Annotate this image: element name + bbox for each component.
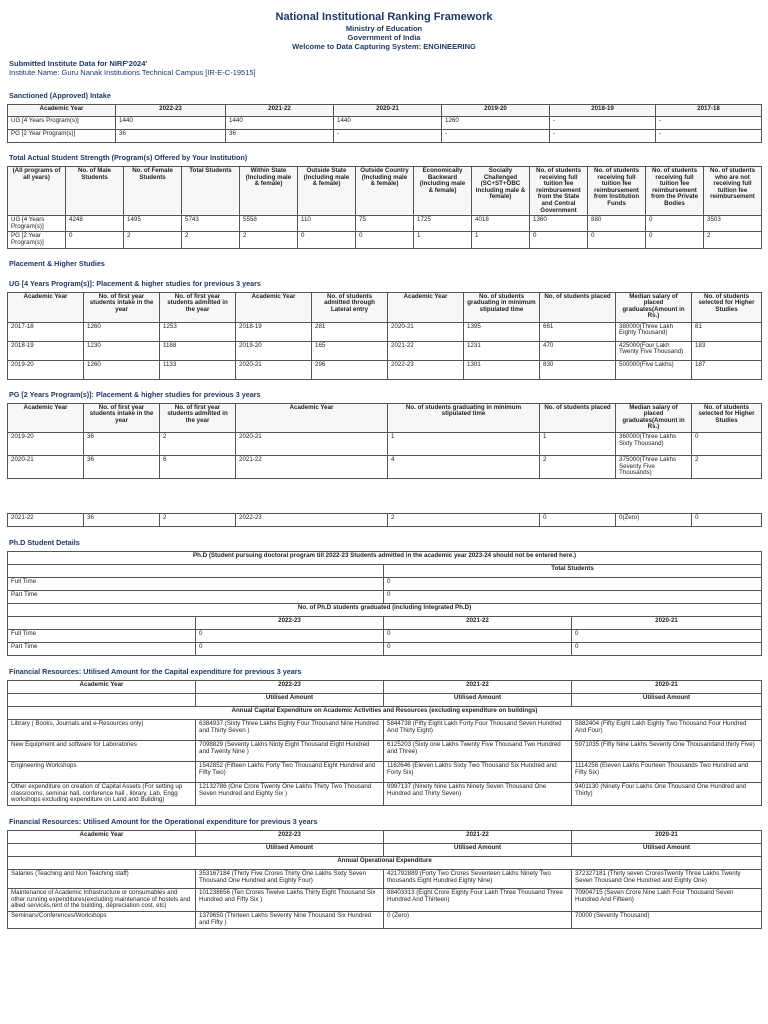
table-cell: 5743 [182,216,240,232]
table-cell: 36 [84,455,160,478]
table-cell: Part Time [8,642,196,655]
table-cell: 1253 [160,322,236,341]
table-row [8,117,762,130]
institute-name: Institute Name: Guru Nanak Institutions Technical Campus [IR-E-C-19515] [9,68,256,77]
phd-row-label: Full Time [8,577,384,590]
table-cell: 9997137 (Ninety Nine Lakhs Ninety Seven Thousand One Hundred and Thirty Seven) [384,782,572,805]
column-header: No. of students receiving full tuition fee reimbursement from the Private Bodies [646,167,704,216]
table-cell: 0 [540,513,616,526]
year-header: 2020-21 [572,830,762,843]
table-cell: 2021-22 [8,513,84,526]
table-row [8,322,762,341]
table-cell: 0 [66,232,124,248]
phd-banner: Ph.D (Student pursuing doctoral program till 2022-23 Students admitted in the academic year 2023-24 should not be entered here.) [8,551,762,564]
phd-graduated-row [8,603,762,616]
table-header-row [8,105,762,117]
year-header: 2021-22 [384,616,572,629]
phd-grad-row [8,629,762,642]
table-cell: 281 [312,322,388,341]
fin-year-row [8,680,762,693]
table-cell: Maintenance of Academic Infrastructure or consumables and other running expenditures(excluding maintenance of hostels and allied services,rent of the building, depreciation cost, etc) [8,888,196,911]
table-cell: 2 [692,455,762,478]
fin-row [8,740,762,761]
table-cell: UG [4 Years Program(s)] [8,216,66,232]
column-header: No. of first year students intake in the year [84,403,160,432]
table-cell: 5971035 (Fifty Nine Lakhs Seventy One Thousandand thirty Five) [572,740,762,761]
column-header: 2022-23 [116,105,226,117]
phd-banner-row [8,551,762,564]
table-cell: 661 [540,322,616,341]
ministry-label: Ministry of Education [345,24,423,33]
phd-total-header-row [8,564,762,577]
table-cell: 70000 (Seventy Thousand) [572,911,762,928]
table-cell: 101238656 (Ten Crores Twelve Lakhs Thirty Eight Thousand Six Hundred and Fifty Six ) [196,888,384,911]
utilised-amount-header: Utilised Amount [572,843,762,856]
column-header: Outside State (Including male & female) [298,167,356,216]
table-cell: 2022-23 [236,513,388,526]
table-row [8,341,762,360]
table-cell: 0 [646,216,704,232]
table-cell: 1 [540,432,616,455]
table-cell: 1188 [160,341,236,360]
intake-section-title: Sanctioned (Approved) Intake [9,91,111,100]
column-header: No. of students receiving full tuition fee reimbursement from Institution Funds [588,167,646,216]
table-cell: 0 (Zero) [384,911,572,928]
capital-section-title: Financial Resources: Utilised Amount for the Capital expenditure for previous 3 years [9,666,302,676]
table-cell: 5882404 (Fifty Eight Lakh Eighty Two Thousand Four Hundred And Four) [572,719,762,740]
table-cell: 0 [384,642,572,655]
table-cell: 6 [160,455,236,478]
table-cell: 2022-23 [388,360,464,379]
table-cell: 1 [472,232,530,248]
phd-graduated-banner: No. of Ph.D students graduated (including Integrated Ph.D) [8,603,762,616]
column-header: No. of students placed [540,292,616,322]
phd-years-row [8,616,762,629]
blank-cell [8,616,196,629]
table-row [8,360,762,379]
table-cell: 1379650 (Thirteen Lakhs Seventy Nine Thousand Six Hundred and Fifty ) [196,911,384,928]
phd-row [8,577,762,590]
table-cell: 470 [540,341,616,360]
table-cell: 1542852 (Fifteen Lakhs Forty Two Thousand Eight Hundred and Fifty Two) [196,761,384,782]
year-header: 2021-22 [384,830,572,843]
phd-table [7,551,762,656]
column-header: No. of Female Students [124,167,182,216]
column-header: 2021-22 [226,105,334,117]
fin-row [8,888,762,911]
fin-row [8,719,762,740]
table-cell: 5558 [240,216,298,232]
table-cell: 2021-22 [388,341,464,360]
phd-row [8,590,762,603]
year-header: 2022-23 [196,616,384,629]
column-header: Economically Backward (Including male & female) [414,167,472,216]
intake-table [7,104,762,143]
table-cell: 36 [226,130,334,143]
fin-banner-row [8,856,762,869]
column-header: 2019-20 [442,105,550,117]
table-row [8,130,762,143]
table-cell: Full Time [8,629,196,642]
table-row [8,216,762,232]
table-cell: 2 [388,513,540,526]
academic-year-header: Academic Year [8,680,196,693]
page-title: National Institutional Ranking Framework [275,11,493,23]
fin-row [8,782,762,805]
table-cell: 2018-19 [8,341,84,360]
table-cell: 2020-21 [8,455,84,478]
table-cell: 1495 [124,216,182,232]
column-header: No. of students graduating in minimum stipulated time [464,292,540,322]
column-header: Academic Year [8,403,84,432]
utilised-amount-header: Utilised Amount [384,843,572,856]
welcome-label: Welcome to Data Capturing System: ENGINEERING [292,42,476,51]
table-cell: 88403313 (Eight Crore Eighty Four Lakh Three Thousand Three Hundred And Thirteen) [384,888,572,911]
table-cell: 0 [196,629,384,642]
capital-expenditure-table [7,680,762,806]
column-header: Academic Year [236,292,312,322]
fin-banner-row [8,706,762,719]
table-cell: 2 [240,232,298,248]
table-cell: UG [4 Years Program(s)] [8,117,116,130]
table-cell: - [656,130,762,143]
table-cell: 2017-18 [8,322,84,341]
column-header: Academic Year [388,292,464,322]
column-header: 2018-19 [550,105,656,117]
fin-row [8,869,762,888]
table-cell: Seminars/Conferences/Workshops [8,911,196,928]
table-cell: 4248 [66,216,124,232]
table-cell: - [334,130,442,143]
column-header: 2017-18 [656,105,762,117]
table-cell: 1133 [160,360,236,379]
table-cell: 183 [692,341,762,360]
table-cell: 75 [356,216,414,232]
table-cell: 380000(Three Lakh Eighty Thousand) [616,322,692,341]
table-cell: 1440 [226,117,334,130]
table-cell: 1395 [464,322,540,341]
table-cell: 2 [160,432,236,455]
phd-row-value: 0 [384,577,762,590]
table-cell: 1440 [116,117,226,130]
table-row [8,432,762,455]
table-cell: 2 [182,232,240,248]
government-label: Government of India [347,33,421,42]
table-cell: 110 [298,216,356,232]
table-cell: 36 [84,513,160,526]
utilised-amount-header: Utilised Amount [196,843,384,856]
column-header: No. of first year students intake in the year [84,292,160,322]
table-row [8,513,762,526]
academic-year-header: Academic Year [8,830,196,843]
table-cell: 2019-20 [236,341,312,360]
table-cell: 360000(Three Lakhs Sixty Thousand) [616,432,692,455]
table-row [8,232,762,248]
table-cell: 6384937 (Sixty Three Lakhs Eighty Four Thousand Nine Hundred and Thirty Seven ) [196,719,384,740]
column-header: 2020-21 [334,105,442,117]
phd-row-value: 0 [384,590,762,603]
submission-info [0,51,768,78]
table-cell: 353167184 (Thirty Five Crores Thirty One Lakhs Sixty Seven Thousand One Hundred and Eighty Four) [196,869,384,888]
utilised-amount-header: Utilised Amount [384,693,572,706]
table-cell: PG [2 Year Program(s)] [8,130,116,143]
table-cell: 12132786 (One Crore Twenty One Lakhs Thirty Two Thousand Seven Hundred and Eighty Six ) [196,782,384,805]
fin-row [8,911,762,928]
table-cell: 500000(Five Lakhs) [616,360,692,379]
column-header: Total Students [182,167,240,216]
placement-section-title: Placement & Higher Studies [9,258,105,268]
table-cell: Other expenditure on creation of Capital Assets (For setting up classrooms, seminar hall, conference hall , library, Lab, Engg workshops excluding expenditure on Land and Building) [8,782,196,805]
pg-placement-extra-table [7,513,762,527]
total-students-header: Total Students [384,564,762,577]
column-header: No. of students who are not receiving full tuition fee reimbursement [704,167,762,216]
page-header [0,0,768,51]
table-cell: PG [2 Year Program(s)] [8,232,66,248]
ug-placement-title: UG [4 Years Program(s)]: Placement & higher studies for previous 3 years [9,278,261,288]
table-cell: 36 [84,432,160,455]
table-cell: 187 [692,360,762,379]
table-cell: 375000(Three Lakhs Seventy Five Thousands) [616,455,692,478]
column-header: No. of students admitted through Lateral entry [312,292,388,322]
table-cell: New Equipment and software for Laboratories [8,740,196,761]
column-header: No. of students selected for Higher Studies [692,403,762,432]
blank-cell [8,564,384,577]
table-cell: 1231 [464,341,540,360]
table-cell: 1360 [530,216,588,232]
table-header-row [8,403,762,432]
table-cell: 0 [572,642,762,655]
table-cell: 9401130 (Ninety Four Lakhs One Thousand One Hundred and Thirty) [572,782,762,805]
phd-grad-row [8,642,762,655]
table-cell: 2 [160,513,236,526]
table-cell: 2020-21 [388,322,464,341]
ug-placement-table [7,292,762,380]
phd-row-label: Part Time [8,590,384,603]
table-cell: - [550,117,656,130]
table-cell: 1301 [464,360,540,379]
table-cell: 81 [692,322,762,341]
table-cell: 425000(Four Lakh Twenty Five Thousand) [616,341,692,360]
operational-section-title: Financial Resources: Utilised Amount for the Operational expenditure for previous 3 years [9,816,318,826]
table-cell: 1 [414,232,472,248]
strength-section-title: Total Actual Student Strength (Program(s) Offered by Your Institution) [9,153,248,162]
column-header: Median salary of placed graduates(Amount in Rs.) [616,403,692,432]
column-header: Academic Year [8,105,116,117]
table-cell: Library ( Books, Journals and e-Resources only) [8,719,196,740]
table-cell: - [550,130,656,143]
table-cell: 0 [298,232,356,248]
phd-section-title: Ph.D Student Details [9,537,80,547]
blank-cell [8,843,196,856]
table-cell: 2 [540,455,616,478]
table-cell: 1260 [84,360,160,379]
table-cell: 2 [124,232,182,248]
column-header: Within State (Including male & female) [240,167,298,216]
table-cell: 0 [588,232,646,248]
table-cell: 372327181 (Thirty seven CroresTwenty Three Lakhs Twenty Seven Thousand One Hundred and Eighty One) [572,869,762,888]
strength-table [7,166,762,249]
fin-year-row [8,830,762,843]
column-header: (All programs of all years) [8,167,66,216]
column-header: Academic Year [8,292,84,322]
table-cell: 2021-22 [236,455,388,478]
table-cell: 1260 [442,117,550,130]
table-cell: 0 [692,513,762,526]
table-cell: 6125203 (Sixty one Lakhs Twenty Five Thousand Two Hundred and Three) [384,740,572,761]
utilised-amount-header: Utilised Amount [572,693,762,706]
table-cell: 3503 [704,216,762,232]
table-cell: 1725 [414,216,472,232]
table-cell: 2020-21 [236,432,388,455]
column-header: No. of students receiving full tuition fee reimbursement from the State and Central Government [530,167,588,216]
table-cell: 880 [588,216,646,232]
table-row [8,455,762,478]
table-cell: 1230 [84,341,160,360]
table-header-row [8,167,762,216]
table-cell: 2020-21 [236,360,312,379]
table-cell: 0 [196,642,384,655]
table-cell: 0 [384,629,572,642]
table-cell: 1162646 (Eleven Lakhs Sixty Two Thousand Six Hundred and Forty Six) [384,761,572,782]
year-header: 2021-22 [384,680,572,693]
year-header: 2020-21 [572,680,762,693]
column-header: No. of students graduating in minimum stipulated time [388,403,540,432]
table-cell: 0 [646,232,704,248]
table-cell: 36 [116,130,226,143]
table-cell: Salaries (Teaching and Non Teaching staff) [8,869,196,888]
table-cell: 2019-20 [8,360,84,379]
year-header: 2022-23 [196,830,384,843]
table-cell: 0 [530,232,588,248]
fin-utilised-row [8,843,762,856]
column-header: Academic Year [236,403,388,432]
fin-row [8,761,762,782]
table-cell: 5844738 (Fifty Eight Lakh Forty Four Thousand Seven Hundred And Thirty Eight) [384,719,572,740]
table-cell: 421792889 (Forty Two Crores Seventeen Lakhs Ninety Two thousands Eight Hundred Eighty Nine) [384,869,572,888]
column-header: No. of Male Students [66,167,124,216]
table-cell: 70904715 (Seven Crore Nine Lakh Four Thousand Seven Hundred And Fifteen) [572,888,762,911]
table-cell: 7098829 (Seventy Lakhs Ninty Eight Thousand Eight Hundred and Twenty Nine ) [196,740,384,761]
table-cell: 1440 [334,117,442,130]
table-cell: 0(Zero) [616,513,692,526]
table-cell: 2 [704,232,762,248]
pg-placement-table [7,403,762,479]
operational-expenditure-table [7,830,762,929]
table-cell: 1114256 (Eleven Lakhs Fourteen Thousands Two Hundred and Fifty Six) [572,761,762,782]
table-cell: 0 [356,232,414,248]
column-header: No. of students placed [540,403,616,432]
column-header: Socially Challenged (SC+ST+OBC Including male & female) [472,167,530,216]
table-cell: 4 [388,455,540,478]
table-header-row [8,292,762,322]
table-cell: Engineering Workshops [8,761,196,782]
pg-placement-title: PG [2 Years Program(s)]: Placement & higher studies for previous 3 years [9,389,261,399]
table-cell: 165 [312,341,388,360]
fin-banner: Annual Capital Expenditure on Academic Activities and Resources (excluding expenditure on buildings) [8,706,762,719]
table-cell: 2018-19 [236,322,312,341]
year-header: 2020-21 [572,616,762,629]
column-header: Median salary of placed graduates(Amount in Rs.) [616,292,692,322]
blank-cell [8,693,196,706]
table-cell: 0 [692,432,762,455]
fin-banner: Annual Operational Expenditure [8,856,762,869]
table-cell: 296 [312,360,388,379]
column-header: Outside Country (Including male & female) [356,167,414,216]
column-header: No. of students selected for Higher Studies [692,292,762,322]
table-cell: - [442,130,550,143]
fin-utilised-row [8,693,762,706]
table-cell: 1260 [84,322,160,341]
utilised-amount-header: Utilised Amount [196,693,384,706]
column-header: No. of first year students admitted in the year [160,292,236,322]
table-cell: 4018 [472,216,530,232]
column-header: No. of first year students admitted in the year [160,403,236,432]
table-cell: 0 [572,629,762,642]
table-cell: - [656,117,762,130]
table-cell: 830 [540,360,616,379]
year-header: 2022-23 [196,680,384,693]
table-cell: 1 [388,432,540,455]
submission-title: Submitted Institute Data for NIRF'2024' [9,59,148,68]
table-cell: 2019-20 [8,432,84,455]
